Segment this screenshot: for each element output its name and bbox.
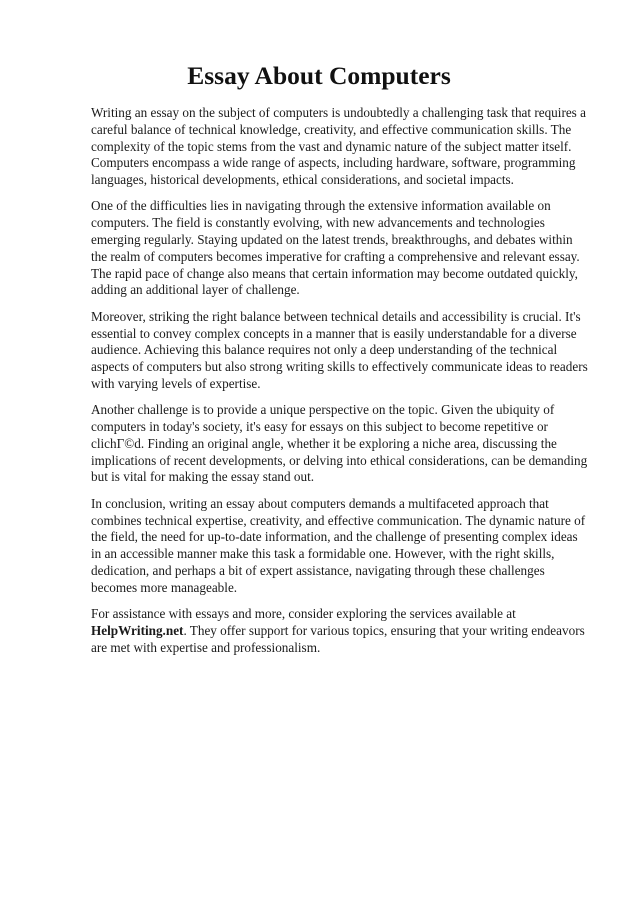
paragraph-conclusion: In conclusion, writing an essay about computers demands a multifaceted approach that combines technical expertise, creativity, and effective communication. The dynamic nature of the field, the need for up-to-date information, and the challenge of presenting complex ideas in an accessible manner make this task a formidable one. However, with the right skills, dedication, and perhaps a bit of expert assistance, navigating through these challenges becomes more manageable. <box>91 495 586 595</box>
paragraph-perspective: Another challenge is to provide a unique perspective on the topic. Given the ubiquity of computers in today's society, it's easy for essays on this subject to become repetitive or clichГ©d. Finding an original angle, whether it be exploring a niche area, discussing the implications of recent developments, or delving into ethical considerations, can be demanding but is vital for making the essay stand out. <box>91 402 588 485</box>
document-body <box>91 105 591 666</box>
helpwriting-link[interactable]: HelpWriting.net <box>91 622 184 638</box>
paragraph-difficulties: One of the difficulties lies in navigating through the extensive information available on computers. The field is constantly evolving, with new advancements and technologies emerging regularly. Staying updated on the latest trends, breakthroughs, and debates within the realm of computers becomes imperative for crafting a comprehensive and relevant essay. The rapid pace of change also means that certain information may become outdated quickly, adding an additional layer of challenge. <box>91 198 580 298</box>
paragraph-intro: Writing an essay on the subject of computers is undoubtedly a challenging task that requires a careful balance of technical knowledge, creativity, and effective communication skills. The complexity of the topic stems from the vast and dynamic nature of the subject matter itself. Computers encompass a wide range of aspects, including hardware, software, programming languages, historical developments, ethical considerations, and societal impacts. <box>91 105 586 188</box>
closing-outro-text: . They offer support for various topics, ensuring that your writing endeavors are met with expertise and professionalism. <box>91 622 585 655</box>
document-title: Essay About Computers <box>187 61 451 90</box>
paragraph-balance: Moreover, striking the right balance between technical details and accessibility is crucial. It's essential to convey complex concepts in a manner that is easily understandable for a diverse audience. Achieving this balance requires not only a deep understanding of the technical aspects of computers but also strong writing skills to effectively communicate ideas to readers with varying levels of expertise. <box>91 308 588 391</box>
paragraph-closing <box>91 606 591 656</box>
closing-intro-text: For assistance with essays and more, consider exploring the services available at <box>91 606 516 622</box>
